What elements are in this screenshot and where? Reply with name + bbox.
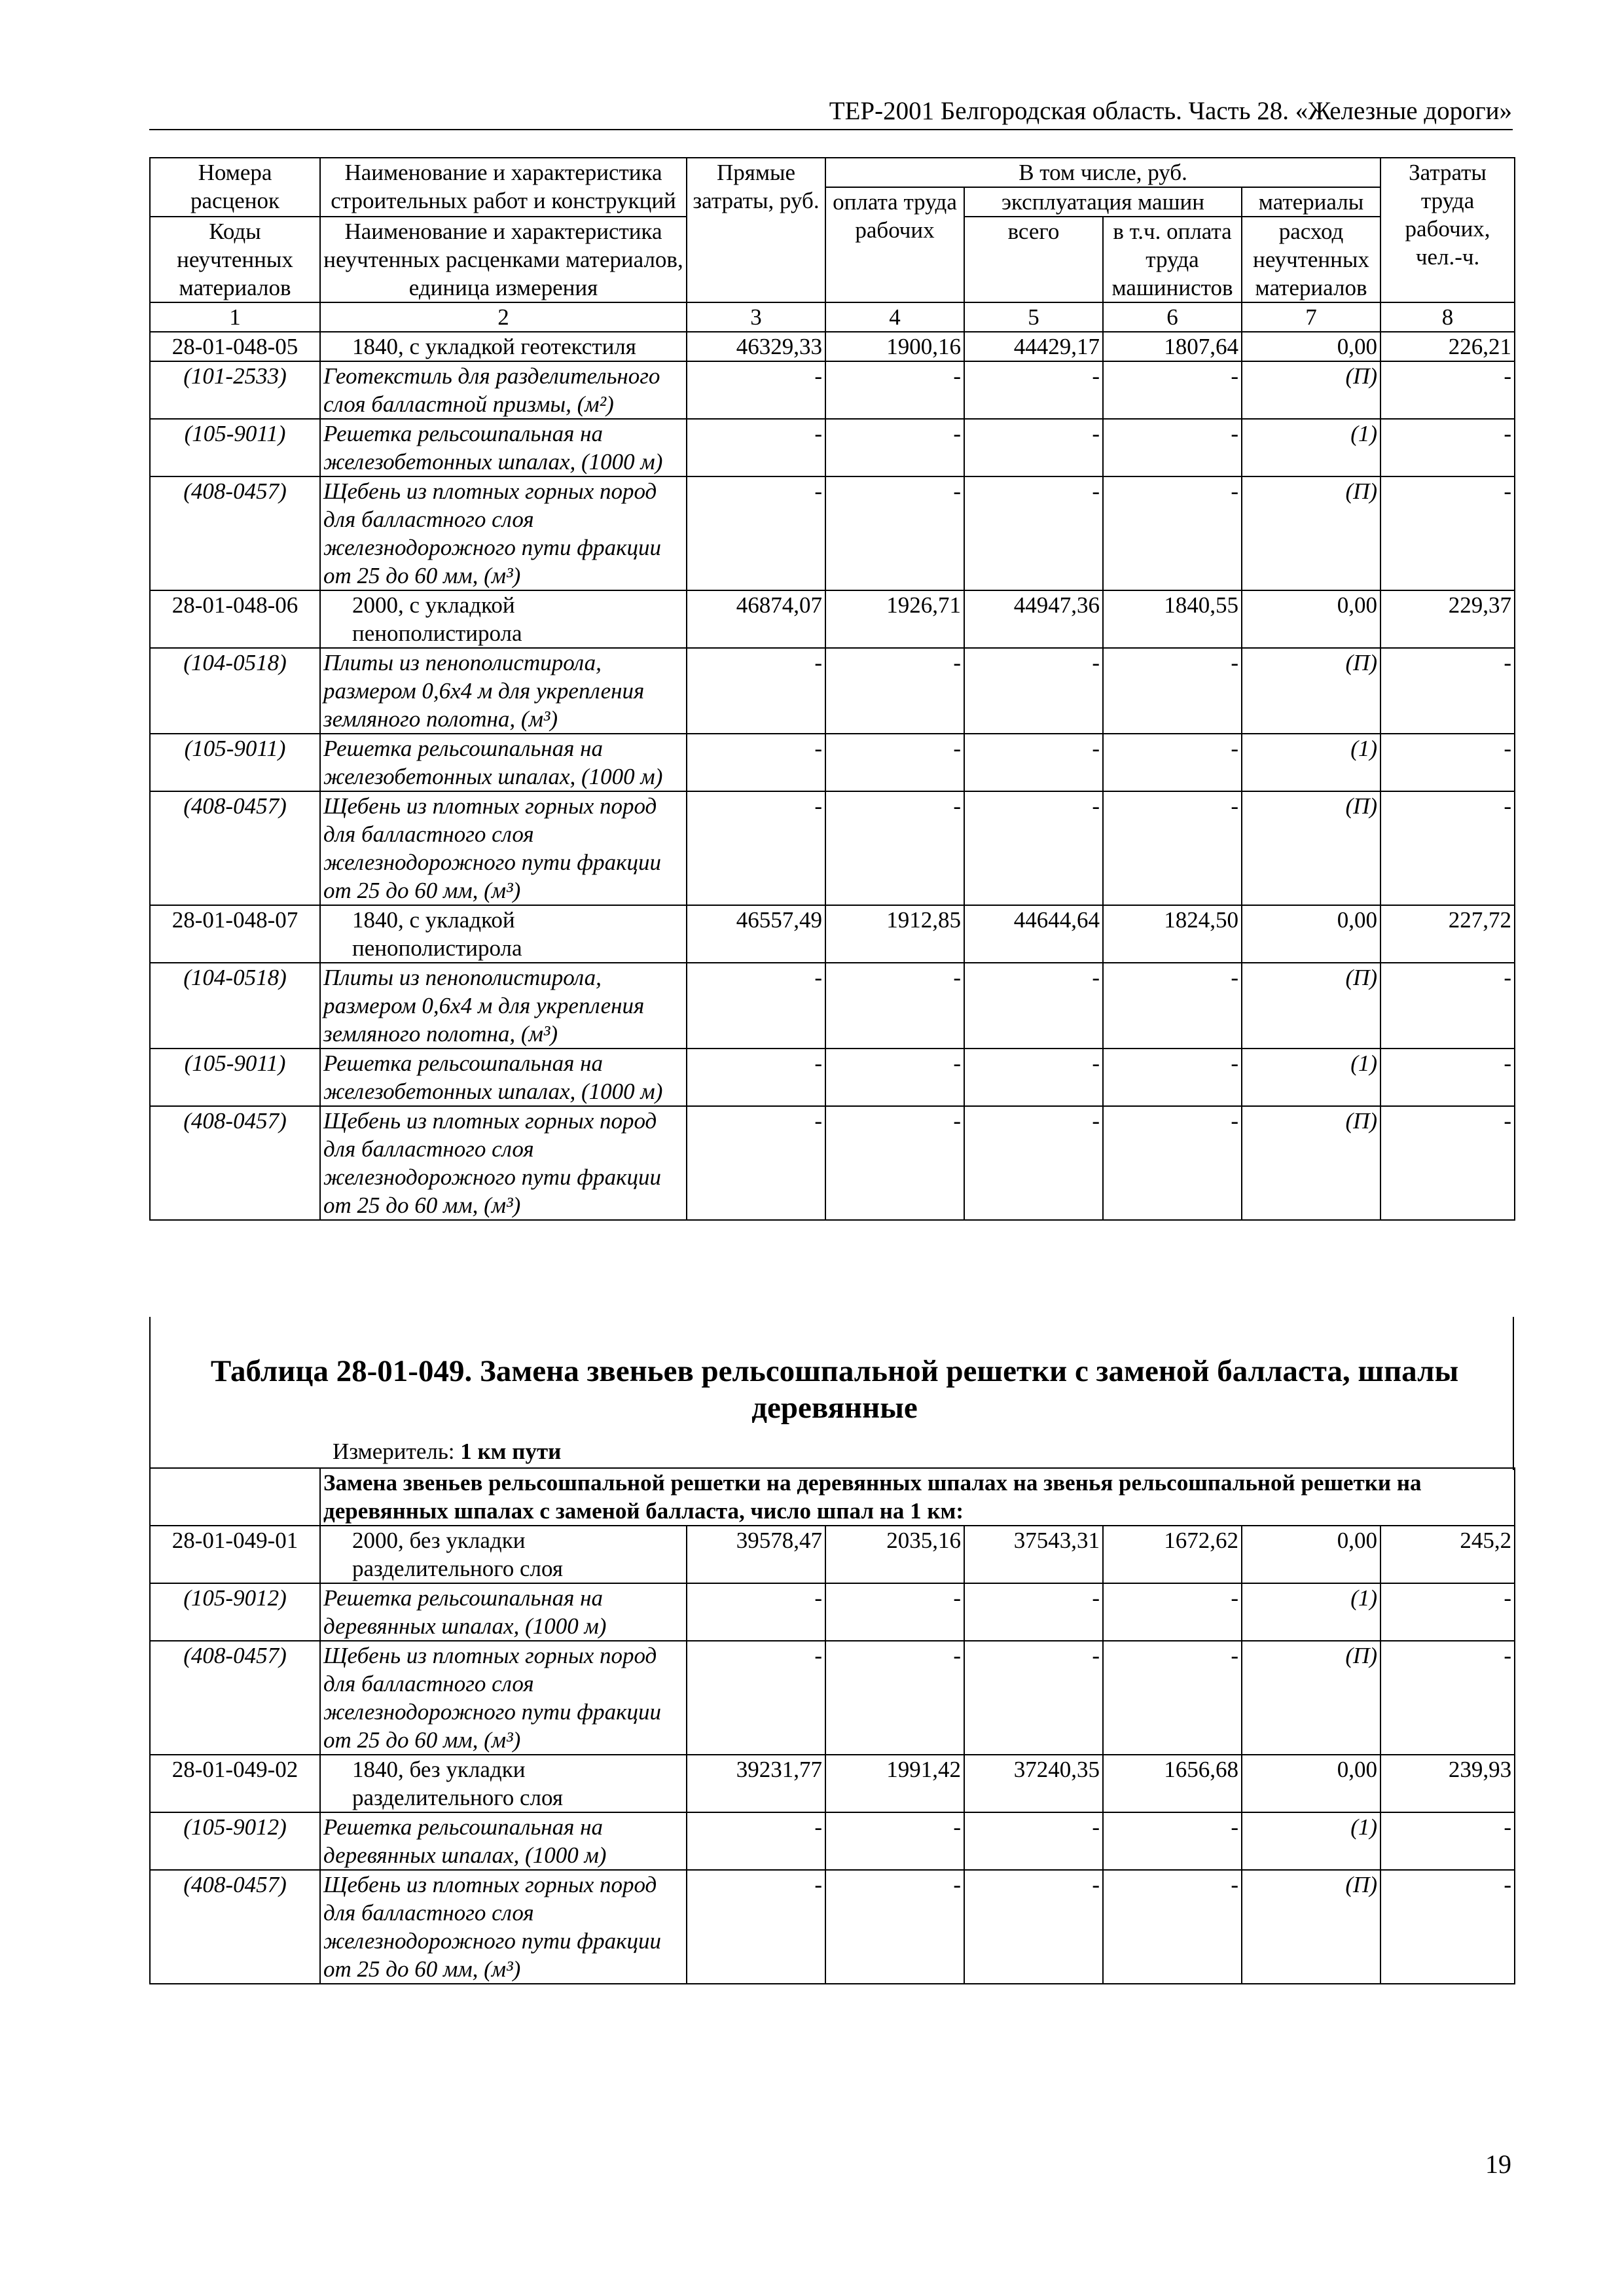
dash: - [1380,1049,1515,1106]
col-index: 4 [825,302,964,332]
material-name: Геотекстиль для разделительного слоя балластной призмы, (м²) [320,361,687,419]
dash: - [825,419,964,476]
machines-header: эксплуатация машин [964,187,1242,217]
rate-row [150,1526,1515,1583]
dash: - [1103,1870,1242,1984]
dash: - [825,1049,964,1106]
material-qty: (П) [1242,1641,1380,1755]
materials-header: материалы [1242,187,1380,217]
material-code: (105-9012) [150,1812,320,1870]
labor-hours: 229,37 [1380,590,1515,648]
machinist-pay: 1656,68 [1103,1755,1242,1812]
dash: - [825,476,964,590]
dash: - [1103,1049,1242,1106]
dash: - [825,1641,964,1755]
material-name: Решетка рельсошпальная на железобетонных шпалах, (1000 м) [320,734,687,791]
material-qty: (П) [1242,361,1380,419]
dash: - [1103,963,1242,1049]
meter-label: Измеритель: [333,1439,455,1464]
rate-name: 1840, без укладки разделительного слоя [320,1755,687,1812]
material-code: (104-0518) [150,963,320,1049]
dash: - [1380,476,1515,590]
col-index: 3 [687,302,825,332]
in-total-header: В том числе, руб. [825,158,1380,187]
machines-total: 44429,17 [964,332,1103,361]
dash: - [825,1106,964,1220]
rate-code: 28-01-048-06 [150,590,320,648]
material-qty: (1) [1242,734,1380,791]
rates-table [149,157,1515,1221]
labor-pay: 1926,71 [825,590,964,648]
machinist-pay: 1824,50 [1103,905,1242,963]
rate-row [150,332,1515,361]
col-index: 1 [150,302,320,332]
rate-name: 2000, без укладки разделительного слоя [320,1526,687,1583]
section-head-row [150,1468,1515,1526]
dash: - [1380,1812,1515,1870]
material-name: Решетка рельсошпальная на деревянных шпалах, (1000 м) [320,1583,687,1641]
header-rule [149,129,1513,130]
material-row [150,361,1515,419]
dash: - [964,1106,1103,1220]
material-code: (105-9011) [150,734,320,791]
direct-costs: 39231,77 [687,1755,825,1812]
material-name: Решетка рельсошпальная на деревянных шпалах, (1000 м) [320,1812,687,1870]
page-number: 19 [1485,2149,1511,2179]
col1-top-header: Номера расценок [150,158,320,217]
rate-code: 28-01-049-02 [150,1755,320,1812]
materials-cost: 0,00 [1242,1526,1380,1583]
direct-costs: 46329,33 [687,332,825,361]
material-row [150,734,1515,791]
dash: - [687,648,825,734]
dash: - [825,1583,964,1641]
dash: - [687,791,825,905]
rate-code: 28-01-048-07 [150,905,320,963]
col8-header: Затраты труда рабочих, чел.-ч. [1380,158,1515,302]
material-qty: (П) [1242,963,1380,1049]
material-code: (408-0457) [150,1106,320,1220]
material-row [150,419,1515,476]
rate-row [150,905,1515,963]
meter-value: 1 км пути [460,1439,562,1464]
rates-table-049 [149,1467,1515,1984]
col-index: 2 [320,302,687,332]
dash: - [1103,648,1242,734]
material-code: (408-0457) [150,1641,320,1755]
dash: - [825,963,964,1049]
dash: - [825,361,964,419]
material-name: Плиты из пенополистирола, размером 0,6х4 м для укрепления земляного полотна, (м³) [320,963,687,1049]
dash: - [687,476,825,590]
direct-costs: 39578,47 [687,1526,825,1583]
dash: - [687,1812,825,1870]
material-code: (408-0457) [150,476,320,590]
material-row [150,476,1515,590]
machinist-pay: 1807,64 [1103,332,1242,361]
machines-total: 37240,35 [964,1755,1103,1812]
material-name: Щебень из плотных горных пород для балластного слоя железнодорожного пути фракции от 25 до 60 мм, (м³) [320,791,687,905]
rate-row [150,1755,1515,1812]
material-name: Щебень из плотных горных пород для балластного слоя железнодорожного пути фракции от 25 до 60 мм, (м³) [320,1106,687,1220]
section-heading: Замена звеньев рельсошпальной решетки на деревянных шпалах на звенья рельсошпальной решетки на деревянных шпалах с заменой балласта, число шпал на 1 км: [320,1468,1515,1526]
dash: - [964,1583,1103,1641]
machines-total: 44947,36 [964,590,1103,648]
material-qty: (П) [1242,1870,1380,1984]
dash: - [1380,648,1515,734]
dash: - [1103,1106,1242,1220]
material-name: Решетка рельсошпальная на железобетонных шпалах, (1000 м) [320,419,687,476]
dash: - [687,1583,825,1641]
dash: - [687,1106,825,1220]
dash: - [1103,1641,1242,1755]
rate-name: 2000, с укладкой пенополистирола [320,590,687,648]
materials-cost: 0,00 [1242,332,1380,361]
dash: - [687,1641,825,1755]
col7-header: расход неучтенных материалов [1242,217,1380,302]
dash: - [825,648,964,734]
dash: - [964,791,1103,905]
rate-row [150,590,1515,648]
dash: - [825,1812,964,1870]
material-code: (104-0518) [150,648,320,734]
dash: - [1380,963,1515,1049]
dash: - [964,419,1103,476]
material-qty: (П) [1242,648,1380,734]
col-index: 8 [1380,302,1515,332]
material-code: (101-2533) [150,361,320,419]
rate-name: 1840, с укладкой пенополистирола [320,905,687,963]
dash: - [1103,734,1242,791]
materials-cost: 0,00 [1242,590,1380,648]
material-row [150,1812,1515,1870]
col2-bottom-header: Наименование и характеристика неучтенных расценками материалов, единица измерения [320,217,687,302]
dash: - [1380,791,1515,905]
col3-header: Прямые затраты, руб. [687,158,825,302]
labor-pay: 1991,42 [825,1755,964,1812]
dash: - [1103,476,1242,590]
direct-costs: 46874,07 [687,590,825,648]
rate-name: 1840, с укладкой геотекстиля [320,332,687,361]
material-row [150,963,1515,1049]
rate-code: 28-01-049-01 [150,1526,320,1583]
labor-hours: 226,21 [1380,332,1515,361]
dash: - [687,963,825,1049]
material-code: (408-0457) [150,1870,320,1984]
direct-costs: 46557,49 [687,905,825,963]
meter [333,1439,561,1465]
dash: - [1380,1870,1515,1984]
machinist-pay: 1840,55 [1103,590,1242,648]
dash: - [964,648,1103,734]
dash: - [964,1641,1103,1755]
material-code: (105-9012) [150,1583,320,1641]
material-row [150,1106,1515,1220]
dash: - [687,1870,825,1984]
machinist-pay: 1672,62 [1103,1526,1242,1583]
dash: - [1380,1583,1515,1641]
col-index: 5 [964,302,1103,332]
dash: - [1103,791,1242,905]
table-title: Таблица 28-01-049. Замена звеньев рельсошпальной решетки с заменой балласта, шпалы деревянные [210,1354,1459,1425]
material-qty: (П) [1242,476,1380,590]
material-qty: (П) [1242,1106,1380,1220]
dash: - [825,1870,964,1984]
col5-header: всего [964,217,1103,302]
dash: - [1103,1812,1242,1870]
material-row [150,1583,1515,1641]
dash: - [964,1812,1103,1870]
labor-pay: 2035,16 [825,1526,964,1583]
material-qty: (1) [1242,1583,1380,1641]
dash: - [964,1870,1103,1984]
dash: - [1380,419,1515,476]
running-header: ТЕР-2001 Белгородская область. Часть 28. «Железные дороги» [829,97,1512,125]
col-index: 6 [1103,302,1242,332]
dash: - [1103,361,1242,419]
rate-code: 28-01-048-05 [150,332,320,361]
material-qty: (1) [1242,1812,1380,1870]
dash: - [964,476,1103,590]
table-title-block [149,1317,1514,1470]
material-row [150,1049,1515,1106]
material-qty: (1) [1242,1049,1380,1106]
dash: - [687,419,825,476]
material-row [150,1870,1515,1984]
dash: - [1380,1641,1515,1755]
material-qty: (П) [1242,791,1380,905]
dash: - [964,1049,1103,1106]
labor-pay: 1912,85 [825,905,964,963]
material-name: Решетка рельсошпальная на железобетонных шпалах, (1000 м) [320,1049,687,1106]
col2-top-header: Наименование и характеристика строительных работ и конструкций [320,158,687,217]
dash: - [1103,419,1242,476]
dash: - [687,361,825,419]
material-name: Щебень из плотных горных пород для балластного слоя железнодорожного пути фракции от 25 до 60 мм, (м³) [320,1641,687,1755]
dash: - [687,734,825,791]
col-index: 7 [1242,302,1380,332]
dash: - [1380,361,1515,419]
dash: - [964,361,1103,419]
machines-total: 37543,31 [964,1526,1103,1583]
material-row [150,1641,1515,1755]
material-code: (408-0457) [150,791,320,905]
col4-header: оплата труда рабочих [825,187,964,302]
labor-hours: 245,2 [1380,1526,1515,1583]
machines-total: 44644,64 [964,905,1103,963]
labor-hours: 239,93 [1380,1755,1515,1812]
col6-header: в т.ч. оплата труда машинистов [1103,217,1242,302]
dash: - [825,734,964,791]
material-name: Щебень из плотных горных пород для балластного слоя железнодорожного пути фракции от 25 до 60 мм, (м³) [320,476,687,590]
dash: - [1103,1583,1242,1641]
dash: - [687,1049,825,1106]
col1-bottom-header: Коды неучтенных материалов [150,217,320,302]
dash: - [1380,1106,1515,1220]
dash: - [1380,734,1515,791]
labor-hours: 227,72 [1380,905,1515,963]
materials-cost: 0,00 [1242,905,1380,963]
dash: - [964,734,1103,791]
materials-cost: 0,00 [1242,1755,1380,1812]
labor-pay: 1900,16 [825,332,964,361]
material-name: Плиты из пенополистирола, размером 0,6х4 м для укрепления земляного полотна, (м³) [320,648,687,734]
dash: - [964,963,1103,1049]
dash: - [825,791,964,905]
material-row [150,791,1515,905]
material-code: (105-9011) [150,419,320,476]
material-row [150,648,1515,734]
material-qty: (1) [1242,419,1380,476]
material-name: Щебень из плотных горных пород для балластного слоя железнодорожного пути фракции от 25 до 60 мм, (м³) [320,1870,687,1984]
material-code: (105-9011) [150,1049,320,1106]
